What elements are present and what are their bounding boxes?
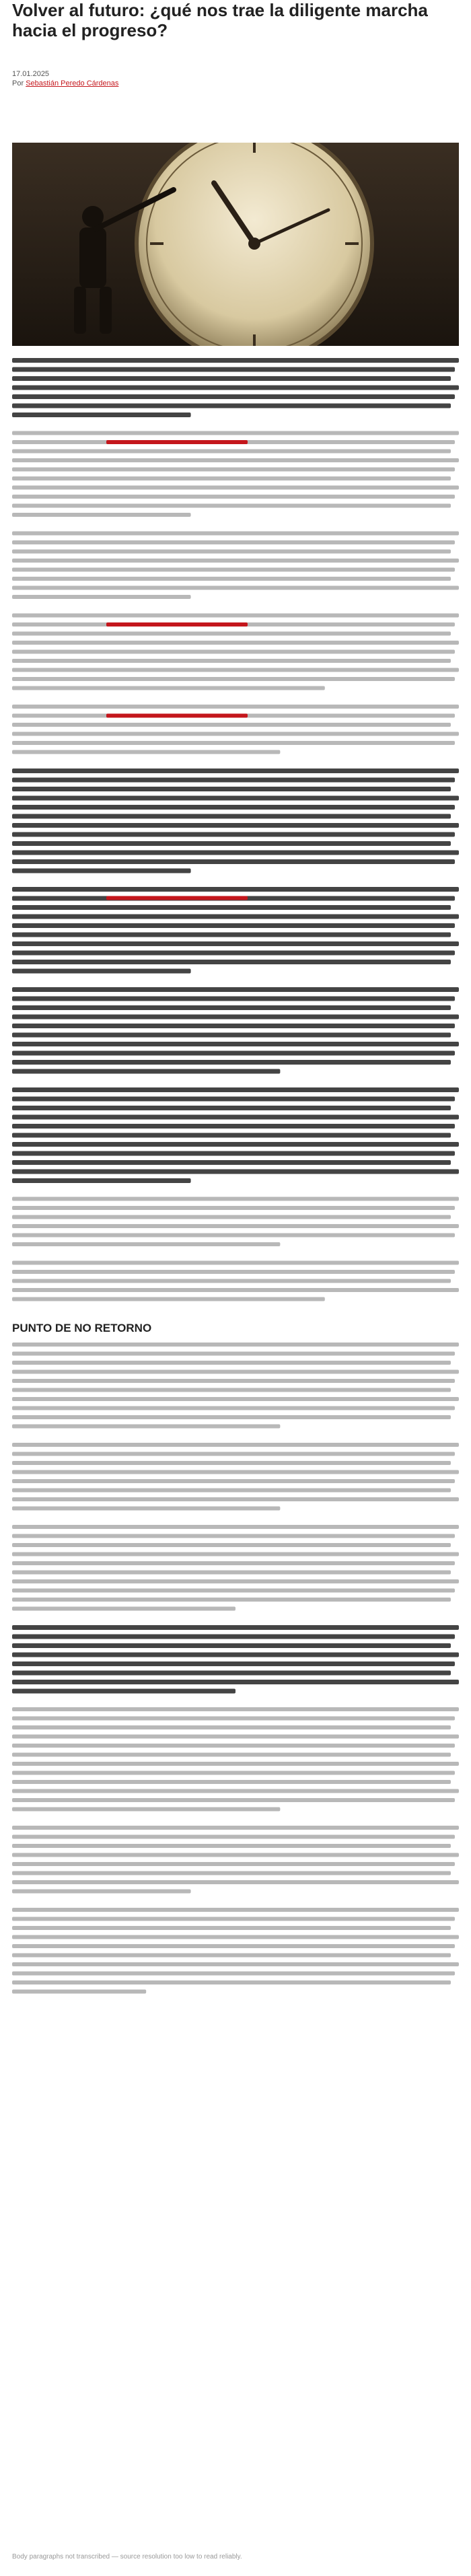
text-line <box>12 1661 455 1666</box>
text-line <box>12 468 455 472</box>
text-line <box>12 1151 455 1156</box>
text-line <box>12 1607 236 1611</box>
text-line <box>12 1944 455 1948</box>
text-line <box>12 1890 191 1894</box>
text-line <box>12 1370 459 1374</box>
text-line <box>12 1780 451 1784</box>
text-line <box>12 559 459 563</box>
text-line <box>12 1233 455 1238</box>
inline-link[interactable] <box>106 714 248 718</box>
text-line <box>12 504 451 508</box>
text-line <box>12 495 455 499</box>
text-line <box>12 1160 451 1165</box>
text-line <box>12 1206 455 1210</box>
text-line <box>12 969 191 974</box>
text-line <box>12 641 459 645</box>
text-line <box>12 859 455 864</box>
text-line <box>12 887 459 892</box>
text-line <box>12 1917 455 1921</box>
text-line <box>12 1589 455 1593</box>
text-line <box>12 1862 455 1866</box>
text-line <box>12 1972 455 1976</box>
text-line <box>12 1124 455 1129</box>
text-line <box>12 1215 451 1219</box>
text-line <box>12 1771 455 1775</box>
text-line <box>12 358 459 363</box>
text-line <box>12 1534 455 1538</box>
text-line <box>12 741 455 745</box>
text-line <box>12 1990 146 1994</box>
text-line <box>12 1033 451 1038</box>
text-line <box>12 1689 236 1694</box>
text-line <box>12 1452 455 1456</box>
text-line <box>12 1926 451 1930</box>
author-link[interactable]: Sebastián Peredo Cárdenas <box>26 79 119 87</box>
text-line <box>12 750 280 754</box>
text-line <box>12 686 325 690</box>
text-line <box>12 1798 455 1802</box>
text-line <box>12 905 451 910</box>
transcription-note: Body paragraphs not transcribed — source resolution too low to read reliably. <box>12 2553 242 2561</box>
text-line <box>12 1625 459 1630</box>
text-line <box>12 595 191 599</box>
text-line <box>12 1042 459 1046</box>
text-line <box>12 723 451 727</box>
text-line <box>12 796 459 801</box>
text-line <box>12 386 459 390</box>
text-line <box>12 404 451 408</box>
text-line <box>12 1279 451 1283</box>
text-line <box>12 941 459 946</box>
article-date: 17.01.2025 <box>12 70 50 78</box>
text-line <box>12 1671 451 1676</box>
body-text-lines <box>12 353 459 2546</box>
text-line <box>12 1844 451 1848</box>
text-line <box>12 1261 459 1265</box>
inline-link[interactable] <box>106 440 248 444</box>
text-line <box>12 705 459 709</box>
text-line <box>12 1005 451 1010</box>
text-line <box>12 1789 459 1793</box>
text-line <box>12 568 455 572</box>
text-line <box>12 1015 459 1019</box>
article-byline <box>12 79 118 87</box>
text-line <box>12 1579 459 1583</box>
hero-image <box>12 143 459 346</box>
text-line <box>12 1288 459 1292</box>
text-line <box>12 1680 459 1684</box>
text-line <box>12 1808 280 1812</box>
text-line <box>12 1479 455 1483</box>
text-line <box>12 1379 455 1383</box>
text-line <box>12 614 459 618</box>
text-line <box>12 1060 451 1065</box>
article-headline: Volver al futuro: ¿qué nos trae la diligente marcha hacia el progreso? <box>12 0 428 40</box>
text-line <box>12 1087 459 1092</box>
text-line <box>12 1388 451 1392</box>
inline-link[interactable] <box>106 896 248 900</box>
text-line <box>12 1753 451 1757</box>
text-line <box>12 668 459 672</box>
text-line <box>12 1489 451 1493</box>
text-line <box>12 814 451 819</box>
text-line <box>12 1561 455 1565</box>
text-line <box>12 1142 459 1147</box>
text-line <box>12 1115 459 1120</box>
text-line <box>12 1024 455 1028</box>
text-line <box>12 1507 280 1511</box>
text-line <box>12 1635 455 1639</box>
text-line <box>12 1571 451 1575</box>
text-line <box>12 1197 459 1201</box>
text-line <box>12 732 459 736</box>
text-line <box>12 376 451 381</box>
text-line <box>12 1242 280 1246</box>
text-line <box>12 951 455 956</box>
text-line <box>12 805 455 810</box>
text-line <box>12 1871 451 1875</box>
text-line <box>12 1853 459 1857</box>
text-line <box>12 1051 455 1056</box>
text-line <box>12 869 191 873</box>
text-line <box>12 1835 455 1839</box>
text-line <box>12 1707 459 1711</box>
text-line <box>12 1552 459 1557</box>
text-line <box>12 1361 451 1365</box>
text-line <box>12 1643 451 1648</box>
text-line <box>12 987 459 992</box>
text-line <box>12 1826 459 1830</box>
text-line <box>12 540 455 544</box>
text-line <box>12 1744 455 1748</box>
text-line <box>12 1497 459 1501</box>
text-line <box>12 1980 451 1984</box>
text-line <box>12 1343 459 1347</box>
text-line <box>12 851 459 855</box>
text-line <box>12 1415 451 1419</box>
text-line <box>12 476 451 480</box>
text-line <box>12 933 451 937</box>
section-heading: PUNTO DE NO RETORNO <box>12 1322 152 1334</box>
text-line <box>12 550 451 554</box>
inline-link[interactable] <box>106 622 248 627</box>
text-line <box>12 832 455 837</box>
text-line <box>12 677 455 681</box>
text-line <box>12 1735 459 1739</box>
text-line <box>12 1178 191 1183</box>
text-line <box>12 659 451 663</box>
text-line <box>12 1470 459 1474</box>
text-line <box>12 394 455 399</box>
text-line <box>12 431 459 435</box>
text-line <box>12 1443 459 1447</box>
text-line <box>12 778 455 783</box>
text-line <box>12 1352 455 1356</box>
text-line <box>12 513 191 517</box>
text-line <box>12 486 459 490</box>
text-line <box>12 450 451 454</box>
text-line <box>12 1069 280 1074</box>
text-line <box>12 768 459 773</box>
text-line <box>12 1461 451 1465</box>
text-line <box>12 586 459 590</box>
text-line <box>12 787 451 791</box>
byline-prefix: Por <box>12 79 24 87</box>
text-line <box>12 1543 451 1547</box>
article-body <box>12 353 459 2567</box>
text-line <box>12 632 451 636</box>
text-line <box>12 1935 459 1939</box>
text-line <box>12 1598 451 1602</box>
text-line <box>12 823 459 828</box>
text-line <box>12 1717 455 1721</box>
text-line <box>12 1954 451 1958</box>
text-line <box>12 458 459 462</box>
text-line <box>12 1406 455 1410</box>
text-line <box>12 1725 451 1729</box>
text-line <box>12 1397 459 1401</box>
text-line <box>12 960 451 964</box>
text-line <box>12 1880 459 1884</box>
text-line <box>12 1908 459 1912</box>
text-line <box>12 1297 325 1301</box>
text-line <box>12 650 455 654</box>
text-line <box>12 1097 455 1102</box>
text-line <box>12 997 455 1001</box>
text-line <box>12 1106 451 1110</box>
text-line <box>12 367 455 372</box>
text-line <box>12 1962 459 1966</box>
text-line <box>12 1762 459 1766</box>
text-line <box>12 841 451 846</box>
text-line <box>12 1270 455 1274</box>
text-line <box>12 915 459 919</box>
text-line <box>12 532 459 536</box>
text-line <box>12 1170 459 1174</box>
text-line <box>12 413 191 417</box>
text-line <box>12 577 451 581</box>
text-line <box>12 1525 459 1529</box>
text-line <box>12 1133 451 1138</box>
text-line <box>12 923 455 928</box>
text-line <box>12 1224 459 1228</box>
text-line <box>12 1653 459 1657</box>
text-line <box>12 1425 280 1429</box>
